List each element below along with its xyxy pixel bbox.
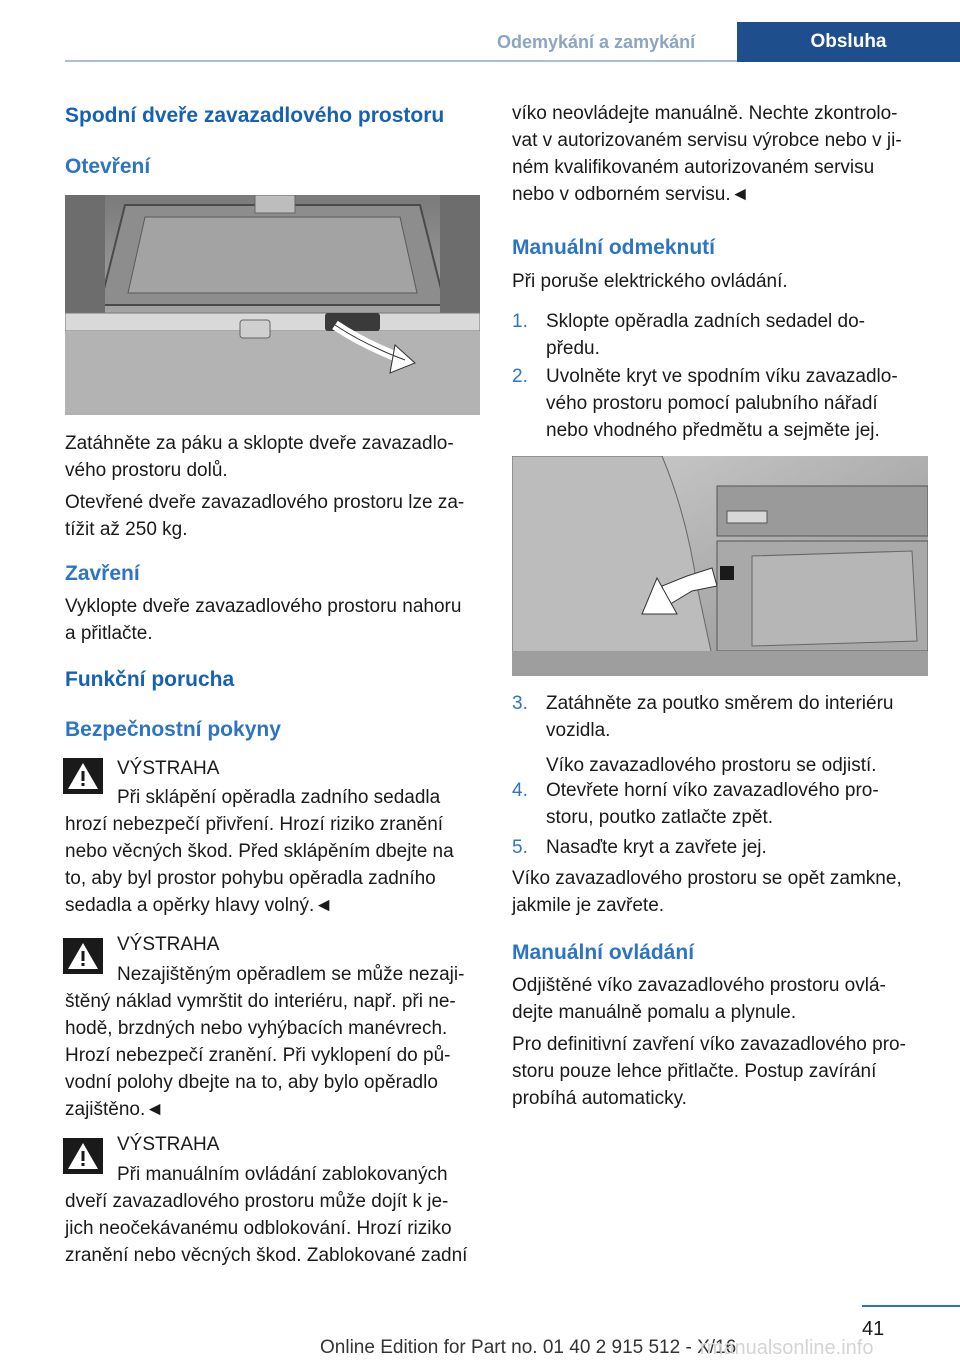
open-p2: Otevřené dveře zavazadlového prostoru lze za- <box>65 492 465 513</box>
warning-2-line: Hrozí nebezpečí zranění. Při vyklopení do pů- <box>65 1045 451 1066</box>
warning-3-text <box>65 1161 485 1269</box>
warning-3-line: jich neočekávanému odblokování. Hrozí riziko <box>65 1218 452 1239</box>
warning-3-line: zranění nebo věcných škod. Zablokované zadní <box>65 1245 468 1266</box>
trunk-cover-release-figure <box>512 456 928 676</box>
continuation-line: víko neovládejte manuálně. Nechte zkontrolo- <box>512 103 898 124</box>
after-steps-line: Víko zavazadlového prostoru se opět zamkne, <box>512 868 902 889</box>
step-line: předu. <box>546 338 600 359</box>
heading-close: Zavření <box>65 562 140 585</box>
warning-2-line: štěný náklad vymrštit do interiéru, např. při ne- <box>65 991 456 1012</box>
heading-fault: Funkční porucha <box>65 668 235 691</box>
warning-1-line: Při sklápění opěradla zadního sedadla <box>117 787 441 808</box>
edition-note: Online Edition for Part no. 01 40 2 915 512 - X/16 <box>320 1337 737 1358</box>
open-instructions <box>65 430 485 543</box>
step-note: Víko zavazadlového prostoru se odjistí. <box>546 755 877 776</box>
step-line: vého prostoru pomocí palubního nářadí <box>546 393 878 414</box>
manual-op-line: dejte manuálně pomalu a plynule. <box>512 1002 797 1023</box>
chapter-tab[interactable]: Obsluha <box>737 22 960 62</box>
warning-1-text <box>65 784 485 919</box>
step-text <box>546 308 865 362</box>
page-title: Spodní dveře zavazadlového prostoru <box>65 104 445 127</box>
step-number: 4. <box>512 780 528 801</box>
heading-manual-release: Manuální odmeknutí <box>512 236 716 259</box>
step-line: Otevřete horní víko zavazadlového pro- <box>546 780 879 801</box>
heading-safety: Bezpečnostní pokyny <box>65 718 281 741</box>
close-instructions <box>65 593 485 647</box>
continuation-line: vat v autorizovaném servisu výrobce nebo v ji- <box>512 130 902 151</box>
step-text <box>546 834 767 861</box>
step-number: 3. <box>512 693 528 714</box>
step-number: 2. <box>512 366 528 387</box>
warning-3-line: dveří zavazadlového prostoru může dojít k je- <box>65 1191 449 1212</box>
open-p2b: tížit až 250 kg. <box>65 519 188 540</box>
warning-2-text <box>65 961 485 1123</box>
step-line: Nasaďte kryt a zavřete jej. <box>546 837 767 858</box>
warning-2-line: vodní polohy dbejte na to, aby bylo opěradlo <box>65 1072 438 1093</box>
warning-3-continuation <box>512 100 932 208</box>
watermark: rmanualsonline.info <box>700 1337 874 1359</box>
manual-op-line: Odjištěné víko zavazadlového prostoru ovlá- <box>512 975 886 996</box>
footer-rule <box>862 1305 960 1307</box>
warning-2-label: VÝSTRAHA <box>117 934 220 955</box>
step-number: 5. <box>512 837 528 858</box>
warning-1-line: nebo věcných škod. Před sklápěním dbejte na <box>65 841 454 862</box>
step-text <box>546 363 898 444</box>
open-p1: Zatáhněte za páku a sklopte dveře zavazadlo- <box>65 433 454 454</box>
manual-op-line: Pro definitivní zavření víko zavazadlového pro- <box>512 1034 906 1055</box>
manual-op-line: probíhá automaticky. <box>512 1088 687 1109</box>
manual-op-line: storu pouze lehce přitlačte. Postup zavírání <box>512 1061 877 1082</box>
after-steps-note <box>512 865 932 919</box>
warning-1-line: sedadla a opěrky hlavy volný.◄ <box>65 895 334 916</box>
step-line: nebo vhodného předmětu a sejměte jej. <box>546 420 880 441</box>
manual-operation-text <box>512 972 932 1112</box>
trunk-illustration <box>65 195 480 415</box>
warning-1-line: to, aby byl prostor pohybu opěradla zadního <box>65 868 436 889</box>
step-line: Sklopte opěradla zadních sedadel do- <box>546 311 866 332</box>
warning-2-line: hodě, brzdných nebo vyhýbacích manévrech. <box>65 1018 448 1039</box>
step-line: vozidla. <box>546 720 611 741</box>
continuation-line: ném kvalifikovaném autorizovaném servisu <box>512 157 875 178</box>
open-p1b: vého prostoru dolů. <box>65 460 228 481</box>
step-text <box>546 690 893 779</box>
section-tab[interactable]: Odemykání a zamykání <box>497 32 696 52</box>
heading-open: Otevření <box>65 155 151 178</box>
warning-1-label: VÝSTRAHA <box>117 758 220 779</box>
warning-2-line: zajištěno.◄ <box>65 1099 165 1120</box>
manual-release-intro: Při poruše elektrického ovládání. <box>512 271 788 292</box>
close-p1: Vyklopte dveře zavazadlového prostoru nahoru <box>65 596 462 617</box>
page-number: 41 <box>862 1318 885 1340</box>
step-line: Uvolněte kryt ve spodním víku zavazadlo- <box>546 366 898 387</box>
close-p1b: a přitlačte. <box>65 623 153 644</box>
cover-release-illustration <box>512 456 928 676</box>
step-text <box>546 777 879 831</box>
after-steps-line: jakmile je zavřete. <box>512 895 665 916</box>
warning-3-line: Při manuálním ovládání zablokovaných <box>117 1164 448 1185</box>
heading-manual-operation: Manuální ovládání <box>512 941 695 964</box>
warning-2-line: Nezajištěným opěradlem se může nezaji- <box>117 964 465 985</box>
step-line: storu, poutko zatlačte zpět. <box>546 807 774 828</box>
step-number: 1. <box>512 311 528 332</box>
warning-3-label: VÝSTRAHA <box>117 1134 220 1155</box>
step-line: Zatáhněte za poutko směrem do interiéru <box>546 693 894 714</box>
warning-1-line: hrozí nebezpečí přivření. Hrozí riziko zranění <box>65 814 444 835</box>
trunk-lower-door-figure <box>65 195 480 415</box>
continuation-line: nebo v odborném servisu.◄ <box>512 184 750 205</box>
